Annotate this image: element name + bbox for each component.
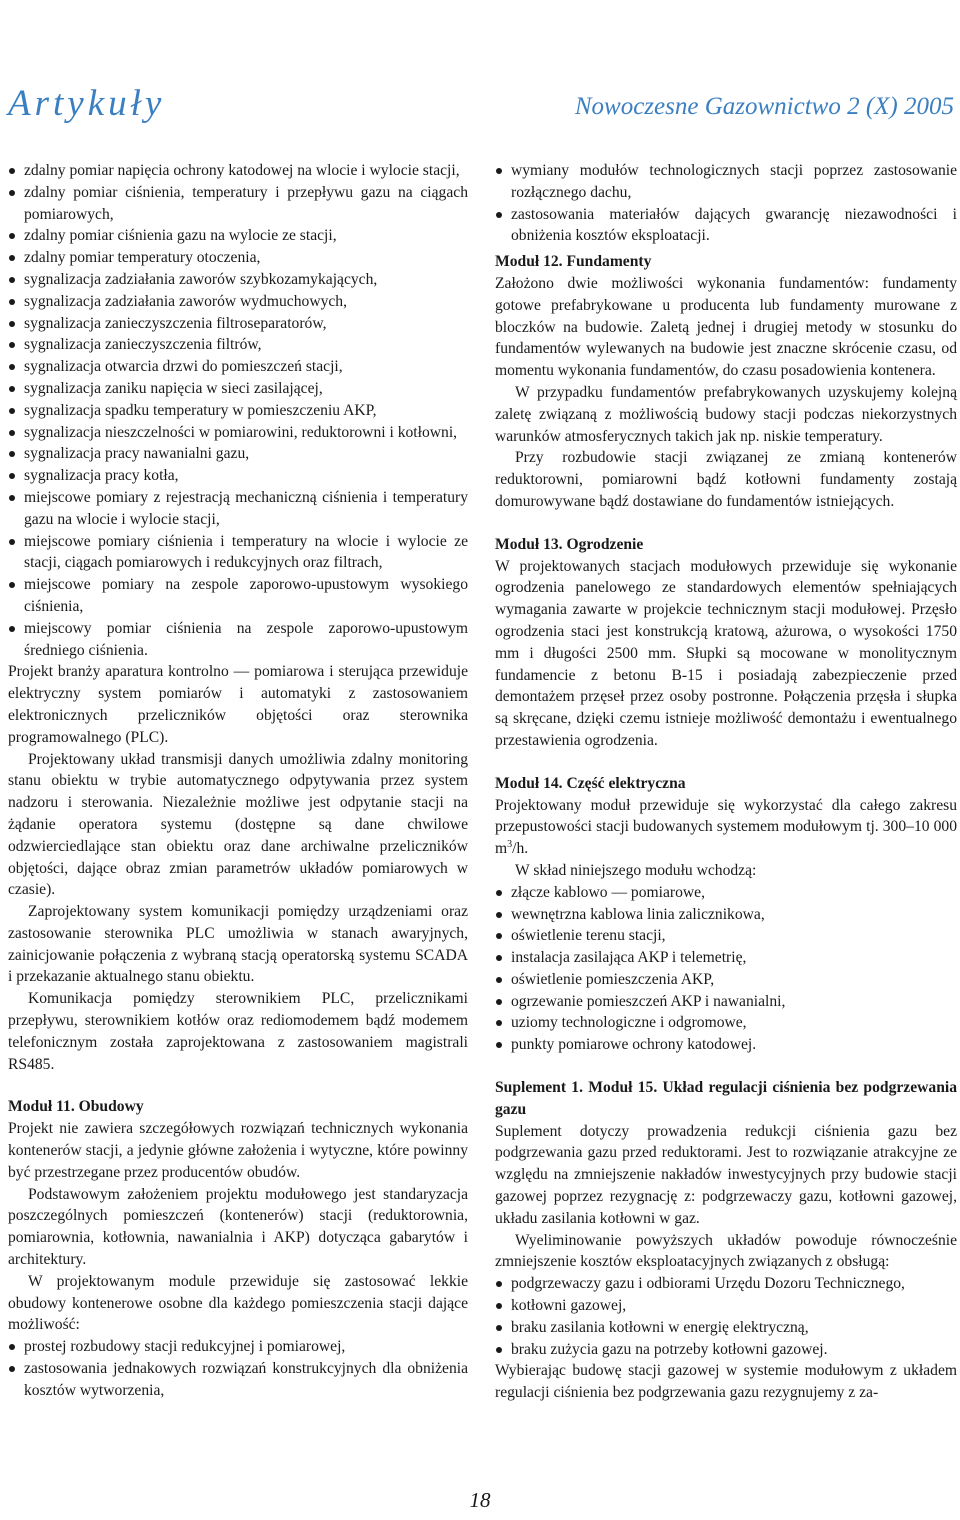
section-heading: Moduł 12. Fundamenty <box>495 253 652 271</box>
paragraph: Projekt branży aparatura kontrolno — pomiarowa i sterująca przewiduje elektryczny system pomiarów i automatyki z zastosowaniem elektronicznych przeliczników objętości oraz sterownika programowalnego (PLC). <box>8 663 468 746</box>
bullet-item: uziomy technologiczne i odgromowe, <box>495 1012 957 1034</box>
page-header <box>0 0 960 135</box>
bullet-item: sygnalizacja zaniku napięcia w sieci zasilającej, <box>8 378 468 400</box>
bullet-item: braku zużycia gazu na potrzeby kotłowni gazowej. <box>495 1339 957 1361</box>
section-title: Artykuły <box>8 83 166 124</box>
bullet-item: złącze kablowo — pomiarowe, <box>495 882 957 904</box>
bullet-item: oświetlenie pomieszczenia AKP, <box>495 969 957 991</box>
bullet-item: miejscowy pomiar ciśnienia na zespole zaporowo-upustowym średniego ciśnienia. <box>8 618 468 662</box>
bullet-item: wymiany modułów technologicznych stacji poprzez zastosowanie rozłącznego dachu, <box>495 160 957 204</box>
bullet-item: ogrzewanie pomieszczeń AKP i nawanialni, <box>495 991 957 1013</box>
bullet-item: sygnalizacja zadziałania zaworów szybkozamykających, <box>8 269 468 291</box>
bullet-item: zdalny pomiar ciśnienia gazu na wylocie ze stacji, <box>8 225 468 247</box>
bullet-item: zdalny pomiar napięcia ochrony katodowej na wlocie i wylocie stacji, <box>8 160 468 182</box>
bullet-item: miejscowe pomiary ciśnienia i temperatury na wlocie i wylocie ze stacji, ciągach pomiarowych i redukcyjnych oraz filtrach, <box>8 531 468 575</box>
paragraph: W projektowanym module przewiduje się zastosować lekkie obudowy kontenerowe osobne dla każdego pomieszczenia stacji dające możliwość: <box>8 1272 468 1334</box>
bullet-item: sygnalizacja nieszczelności w pomiarowini, reduktorowni i kotłowni, <box>8 422 468 444</box>
bullet-item: podgrzewaczy gazu i odbiorami Urzędu Dozoru Technicznego, <box>495 1273 957 1295</box>
publication-title: Nowoczesne Gazownictwo 2 (X) 2005 <box>574 93 954 120</box>
superscript: 3 <box>507 838 513 850</box>
bullet-item: sygnalizacja pracy nawanialni gazu, <box>8 443 468 465</box>
bullet-list <box>495 882 957 1056</box>
bullet-item: zastosowania jednakowych rozwiązań konstrukcyjnych dla obniżenia kosztów wytworzenia, <box>8 1358 468 1402</box>
bullet-item: sygnalizacja pracy kotła, <box>8 465 468 487</box>
paragraph: W skład niniejszego modułu wchodzą: <box>515 861 757 879</box>
bullet-item: sygnalizacja zanieczyszczenia filtroseparatorów, <box>8 313 468 335</box>
bullet-item: sygnalizacja otwarcia drzwi do pomieszczeń stacji, <box>8 356 468 378</box>
paragraph: Przy rozbudowie stacji związanej ze zmianą kontenerów reduktorowni, pomiarowni bądź kotłowni fundamenty zostają domurowywane bądź dostawiane do fundamentów istniejących. <box>495 449 957 510</box>
paragraph: Wybierając budowę stacji gazowej w systemie modułowym z układem regulacji ciśnienia bez podgrzewania gazu rezygnujemy z za- <box>495 1362 957 1402</box>
bullet-item: miejscowe pomiary z rejestracją mechaniczną ciśnienia i temperatury gazu na wlocie i wylocie stacji, <box>8 487 468 531</box>
bullet-item: prostej rozbudowy stacji redukcyjnej i pomiarowej, <box>8 1336 468 1358</box>
section-heading: Moduł 11. Obudowy <box>8 1098 144 1116</box>
bullet-item: braku zasilania kotłowni w energię elektryczną, <box>495 1317 957 1339</box>
paragraph: Projekt nie zawiera szczegółowych rozwiązań technicznych wykonania kontenerów stacji, a jedynie główne założenia i wytyczne, które powinny być przestrzegane przez producentów obudów. <box>8 1120 468 1181</box>
paragraph: Komunikacja pomiędzy sterownikiem PLC, przelicznikami przepływu, sterownikiem kotłów oraz rediomodemem bądź modemem telefonicznym została zaprojektowana z zastosowaniem magistrali RS485. <box>8 990 468 1073</box>
right-column <box>495 160 957 1404</box>
bullet-list <box>8 1336 468 1401</box>
paragraph: Suplement dotyczy prowadzenia redukcji ciśnienia gazu bez podgrzewania gazu przed reduktorami. Jest to rozwiązanie atrakcyjne ze względu na zmniejszenie nakładów inwestycyjnych przy budowie stacji gazowej poprzez rezygnację z: podgrzewaczy gazu, kotłowni gazowej, układu zasilania kotłowni w gaz. <box>495 1122 957 1227</box>
bullet-item: sygnalizacja zanieczyszczenia filtrów, <box>8 334 468 356</box>
section-heading: Suplement 1. Moduł 15. Układ regulacji ciśnienia bez podgrzewania gazu <box>495 1079 957 1118</box>
bullet-list <box>495 160 957 247</box>
bullet-item: zdalny pomiar ciśnienia, temperatury i przepływu gazu na ciągach pomiarowych, <box>8 182 468 226</box>
paragraph: Wyeliminowanie powyższych układów powoduje równocześnie zmniejszenie kosztów eksploatacyjnych związanych z obsługą: <box>495 1231 957 1271</box>
paragraph-text: /h. <box>512 840 529 858</box>
paragraph-text: Projektowany moduł przewiduje się wykorzystać dla całego zakresu przepustowości stacji budowanych systemem modułowym tj. 300–10 000 m <box>495 796 957 858</box>
bullet-item: zdalny pomiar temperatury otoczenia, <box>8 247 468 269</box>
bullet-item: zastosowania materiałów dających gwarancję niezawodności i obniżenia kosztów eksploatacji. <box>495 204 957 248</box>
bullet-item: sygnalizacja spadku temperatury w pomieszczeniu AKP, <box>8 400 468 422</box>
paragraph: Projektowany układ transmisji danych umożliwia zdalny monitoring stanu obiektu w trybie automatycznego odpytywania przez system nadzoru i sterowania. Niezależnie możliwe jest odpytanie stacji na żądanie operatora systemu (dostępne są dane chwilowe odzwierciedlające stan obiektu oraz dane archiwalne przeliczników objętości, dające obraz zmian parametrów układów pomiarowych w czasie). <box>8 750 468 899</box>
paragraph: Podstawowym założeniem projektu modułowego jest standaryzacja poszczególnych pomieszczeń (kontenerów) stacji (reduktorownia, pomiarownia, kotłownia, nawanialnia i AKP) dotycząca gabarytów i architektury. <box>8 1185 468 1269</box>
bullet-list <box>495 1273 957 1360</box>
bullet-item: kotłowni gazowej, <box>495 1295 957 1317</box>
section-heading: Moduł 13. Ogrodzenie <box>495 535 644 553</box>
paragraph <box>495 795 957 860</box>
bullet-item: miejscowe pomiary na zespole zaporowo-upustowym wysokiego ciśnienia, <box>8 574 468 618</box>
paragraph: W przypadku fundamentów prefabrykowanych uzyskujemy kolejną zaletę związaną z możliwością budowy stacji podczas niekorzystnych warunków atmosferycznych takich jak np. niskie temperatury. <box>495 383 957 445</box>
page-number: 18 <box>469 1488 491 1512</box>
paragraph: W projektowanych stacjach modułowych przewiduje się wykonanie ogrodzenia panelowego ze standardowych elementów spełniających wymagania zawarte w projekcie technicznym stacji modułowej. Przęsło ogrodzenia staci jest konstrukcją kratową, ażurowa, o wysokości 1750 mm i długości 2500 mm. Słupki są mocowane w monolitycznym fundamencie z betonu B-15 i posiadają zabezpieczenie przed demontażem przęseł przez osoby postronne. Połączenia przęsła i słupka są skręcane, dzięki czemu istnieje możliwość demontażu i ewentualnego przestawienia ogrodzenia. <box>495 557 957 749</box>
left-column <box>8 160 468 1402</box>
paragraph: Założono dwie możliwości wykonania fundamentów: fundamenty gotowe prefabrykowane u producenta lub fundamenty murowane z bloczków na budowie. Zaletą jednej i drugiej metody w stosunku do fundamentów wylewanych na budowie jest znaczne skrócenie czasu, od momentu wykonania fundamentów, do czasu posadowienia kontenera. <box>495 274 957 380</box>
section-heading: Moduł 14. Część elektryczna <box>495 774 686 792</box>
bullet-list <box>8 160 468 661</box>
bullet-item: sygnalizacja zadziałania zaworów wydmuchowych, <box>8 291 468 313</box>
paragraph: Zaprojektowany system komunikacji pomiędzy urządzeniami oraz zastosowanie sterownika PLC umożliwia w stanach awaryjnych, zainicjowanie połączenia z wybraną stacją operatorską systemu SCADA i przekazanie aktualnego stanu obiektu. <box>8 903 468 986</box>
bullet-item: punkty pomiarowe ochrony katodowej. <box>495 1034 957 1056</box>
bullet-item: oświetlenie terenu stacji, <box>495 925 957 947</box>
bullet-item: wewnętrzna kablowa linia zalicznikowa, <box>495 904 957 926</box>
bullet-item: instalacja zasilająca AKP i telemetrię, <box>495 947 957 969</box>
